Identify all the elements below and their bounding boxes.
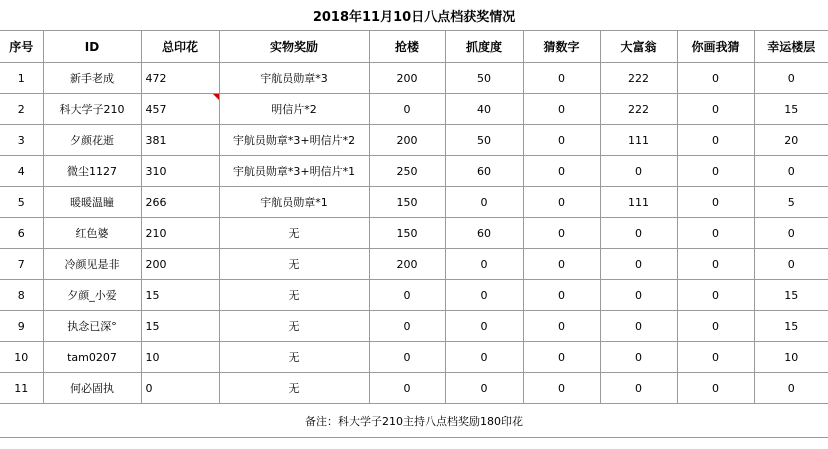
physical-reward-cell: 宇航员勋章*3 <box>219 63 369 94</box>
header-seq: 序号 <box>0 31 43 63</box>
total-stamps-cell: 15 <box>141 311 219 342</box>
guess-number-cell: 0 <box>523 63 600 94</box>
draw-guess-cell: 0 <box>677 311 754 342</box>
seq-cell: 2 <box>0 94 43 125</box>
draw-guess-cell: 0 <box>677 156 754 187</box>
header-guess-number: 猜数字 <box>523 31 600 63</box>
grab-floor-cell: 150 <box>369 218 445 249</box>
table-row <box>0 94 828 125</box>
grab-floor-cell: 0 <box>369 342 445 373</box>
monopoly-cell: 0 <box>600 280 677 311</box>
grab-floor-cell: 200 <box>369 63 445 94</box>
id-cell: 新手老成 <box>43 63 141 94</box>
draw-guess-cell: 0 <box>677 94 754 125</box>
seq-cell: 1 <box>0 63 43 94</box>
table-row <box>0 249 828 280</box>
total-stamps-cell: 266 <box>141 187 219 218</box>
physical-reward-cell: 无 <box>219 280 369 311</box>
monopoly-cell: 0 <box>600 249 677 280</box>
id-cell: 执念已深° <box>43 311 141 342</box>
lucky-floor-cell: 0 <box>754 156 828 187</box>
header-physical-reward: 实物奖励 <box>219 31 369 63</box>
lucky-floor-cell: 5 <box>754 187 828 218</box>
lucky-floor-cell: 0 <box>754 373 828 404</box>
grab-degree-cell: 0 <box>445 280 523 311</box>
grab-degree-cell: 50 <box>445 125 523 156</box>
grab-degree-cell: 0 <box>445 342 523 373</box>
seq-cell: 7 <box>0 249 43 280</box>
header-grab-degree: 抓度度 <box>445 31 523 63</box>
total-stamps-cell: 200 <box>141 249 219 280</box>
table-row <box>0 63 828 94</box>
lucky-floor-cell: 0 <box>754 218 828 249</box>
id-cell: 冷颜见是非 <box>43 249 141 280</box>
monopoly-cell: 0 <box>600 218 677 249</box>
monopoly-cell: 0 <box>600 342 677 373</box>
grab-degree-cell: 50 <box>445 63 523 94</box>
table-row <box>0 373 828 404</box>
total-stamps-cell: 10 <box>141 342 219 373</box>
seq-cell: 3 <box>0 125 43 156</box>
total-stamps-cell <box>141 94 219 125</box>
grab-floor-cell: 150 <box>369 187 445 218</box>
grab-floor-cell: 200 <box>369 249 445 280</box>
draw-guess-cell: 0 <box>677 63 754 94</box>
physical-reward-cell: 无 <box>219 342 369 373</box>
draw-guess-cell: 0 <box>677 342 754 373</box>
comment-marker-icon <box>213 94 219 100</box>
cell-value: 457 <box>145 102 167 116</box>
physical-reward-cell: 宇航员勋章*3+明信片*2 <box>219 125 369 156</box>
id-cell: 夕颜_小爱 <box>43 280 141 311</box>
lucky-floor-cell: 15 <box>754 280 828 311</box>
grab-floor-cell: 0 <box>369 311 445 342</box>
id-cell: 红色婆 <box>43 218 141 249</box>
lucky-floor-cell: 15 <box>754 94 828 125</box>
total-stamps-cell: 310 <box>141 156 219 187</box>
grab-degree-cell: 60 <box>445 156 523 187</box>
grab-floor-cell: 250 <box>369 156 445 187</box>
seq-cell: 6 <box>0 218 43 249</box>
total-stamps-cell: 0 <box>141 373 219 404</box>
table-row <box>0 187 828 218</box>
title-row <box>0 0 828 31</box>
header-monopoly: 大富翁 <box>600 31 677 63</box>
grab-floor-cell: 0 <box>369 94 445 125</box>
note-row <box>0 404 828 438</box>
lucky-floor-cell: 10 <box>754 342 828 373</box>
id-cell: 微尘1127 <box>43 156 141 187</box>
total-stamps-cell: 210 <box>141 218 219 249</box>
guess-number-cell: 0 <box>523 311 600 342</box>
lucky-floor-cell: 0 <box>754 249 828 280</box>
monopoly-cell: 0 <box>600 311 677 342</box>
table-note: 备注：科大学子210主持八点档奖励180印花 <box>0 404 828 438</box>
physical-reward-cell: 宇航员勋章*3+明信片*1 <box>219 156 369 187</box>
table-title: 2018年11月10日八点档获奖情况 <box>0 0 828 31</box>
grab-degree-cell: 60 <box>445 218 523 249</box>
total-stamps-cell: 15 <box>141 280 219 311</box>
guess-number-cell: 0 <box>523 342 600 373</box>
grab-degree-cell: 0 <box>445 249 523 280</box>
guess-number-cell: 0 <box>523 156 600 187</box>
physical-reward-cell: 无 <box>219 373 369 404</box>
draw-guess-cell: 0 <box>677 373 754 404</box>
seq-cell: 10 <box>0 342 43 373</box>
total-stamps-cell: 381 <box>141 125 219 156</box>
table-row <box>0 311 828 342</box>
id-cell: 暖暖温瞳 <box>43 187 141 218</box>
seq-cell: 11 <box>0 373 43 404</box>
grab-degree-cell: 0 <box>445 373 523 404</box>
table-row <box>0 280 828 311</box>
header-grab-floor: 抢楼 <box>369 31 445 63</box>
grab-floor-cell: 0 <box>369 373 445 404</box>
monopoly-cell: 0 <box>600 373 677 404</box>
table-row <box>0 218 828 249</box>
header-row <box>0 31 828 63</box>
table-row <box>0 342 828 373</box>
seq-cell: 9 <box>0 311 43 342</box>
monopoly-cell: 111 <box>600 187 677 218</box>
guess-number-cell: 0 <box>523 125 600 156</box>
draw-guess-cell: 0 <box>677 249 754 280</box>
grab-floor-cell: 200 <box>369 125 445 156</box>
monopoly-cell: 111 <box>600 125 677 156</box>
draw-guess-cell: 0 <box>677 187 754 218</box>
grab-degree-cell: 0 <box>445 311 523 342</box>
monopoly-cell: 222 <box>600 63 677 94</box>
guess-number-cell: 0 <box>523 249 600 280</box>
monopoly-cell: 222 <box>600 94 677 125</box>
physical-reward-cell: 无 <box>219 249 369 280</box>
guess-number-cell: 0 <box>523 280 600 311</box>
header-total-stamps: 总印花 <box>141 31 219 63</box>
lucky-floor-cell: 15 <box>754 311 828 342</box>
guess-number-cell: 0 <box>523 94 600 125</box>
grab-degree-cell: 40 <box>445 94 523 125</box>
physical-reward-cell: 无 <box>219 218 369 249</box>
total-stamps-cell: 472 <box>141 63 219 94</box>
guess-number-cell: 0 <box>523 373 600 404</box>
physical-reward-cell: 宇航员勋章*1 <box>219 187 369 218</box>
guess-number-cell: 0 <box>523 187 600 218</box>
seq-cell: 4 <box>0 156 43 187</box>
grab-floor-cell: 0 <box>369 280 445 311</box>
lucky-floor-cell: 0 <box>754 63 828 94</box>
id-cell: 何必固执 <box>43 373 141 404</box>
header-lucky-floor: 幸运楼层 <box>754 31 828 63</box>
header-draw-guess: 你画我猜 <box>677 31 754 63</box>
id-cell: 科大学子210 <box>43 94 141 125</box>
draw-guess-cell: 0 <box>677 125 754 156</box>
lucky-floor-cell: 20 <box>754 125 828 156</box>
id-cell: tam0207 <box>43 342 141 373</box>
table-row <box>0 125 828 156</box>
physical-reward-cell: 无 <box>219 311 369 342</box>
table-row <box>0 156 828 187</box>
id-cell: 夕颜花逝 <box>43 125 141 156</box>
physical-reward-cell: 明信片*2 <box>219 94 369 125</box>
draw-guess-cell: 0 <box>677 218 754 249</box>
seq-cell: 5 <box>0 187 43 218</box>
header-id: ID <box>43 31 141 63</box>
guess-number-cell: 0 <box>523 218 600 249</box>
draw-guess-cell: 0 <box>677 280 754 311</box>
seq-cell: 8 <box>0 280 43 311</box>
grab-degree-cell: 0 <box>445 187 523 218</box>
monopoly-cell: 0 <box>600 156 677 187</box>
